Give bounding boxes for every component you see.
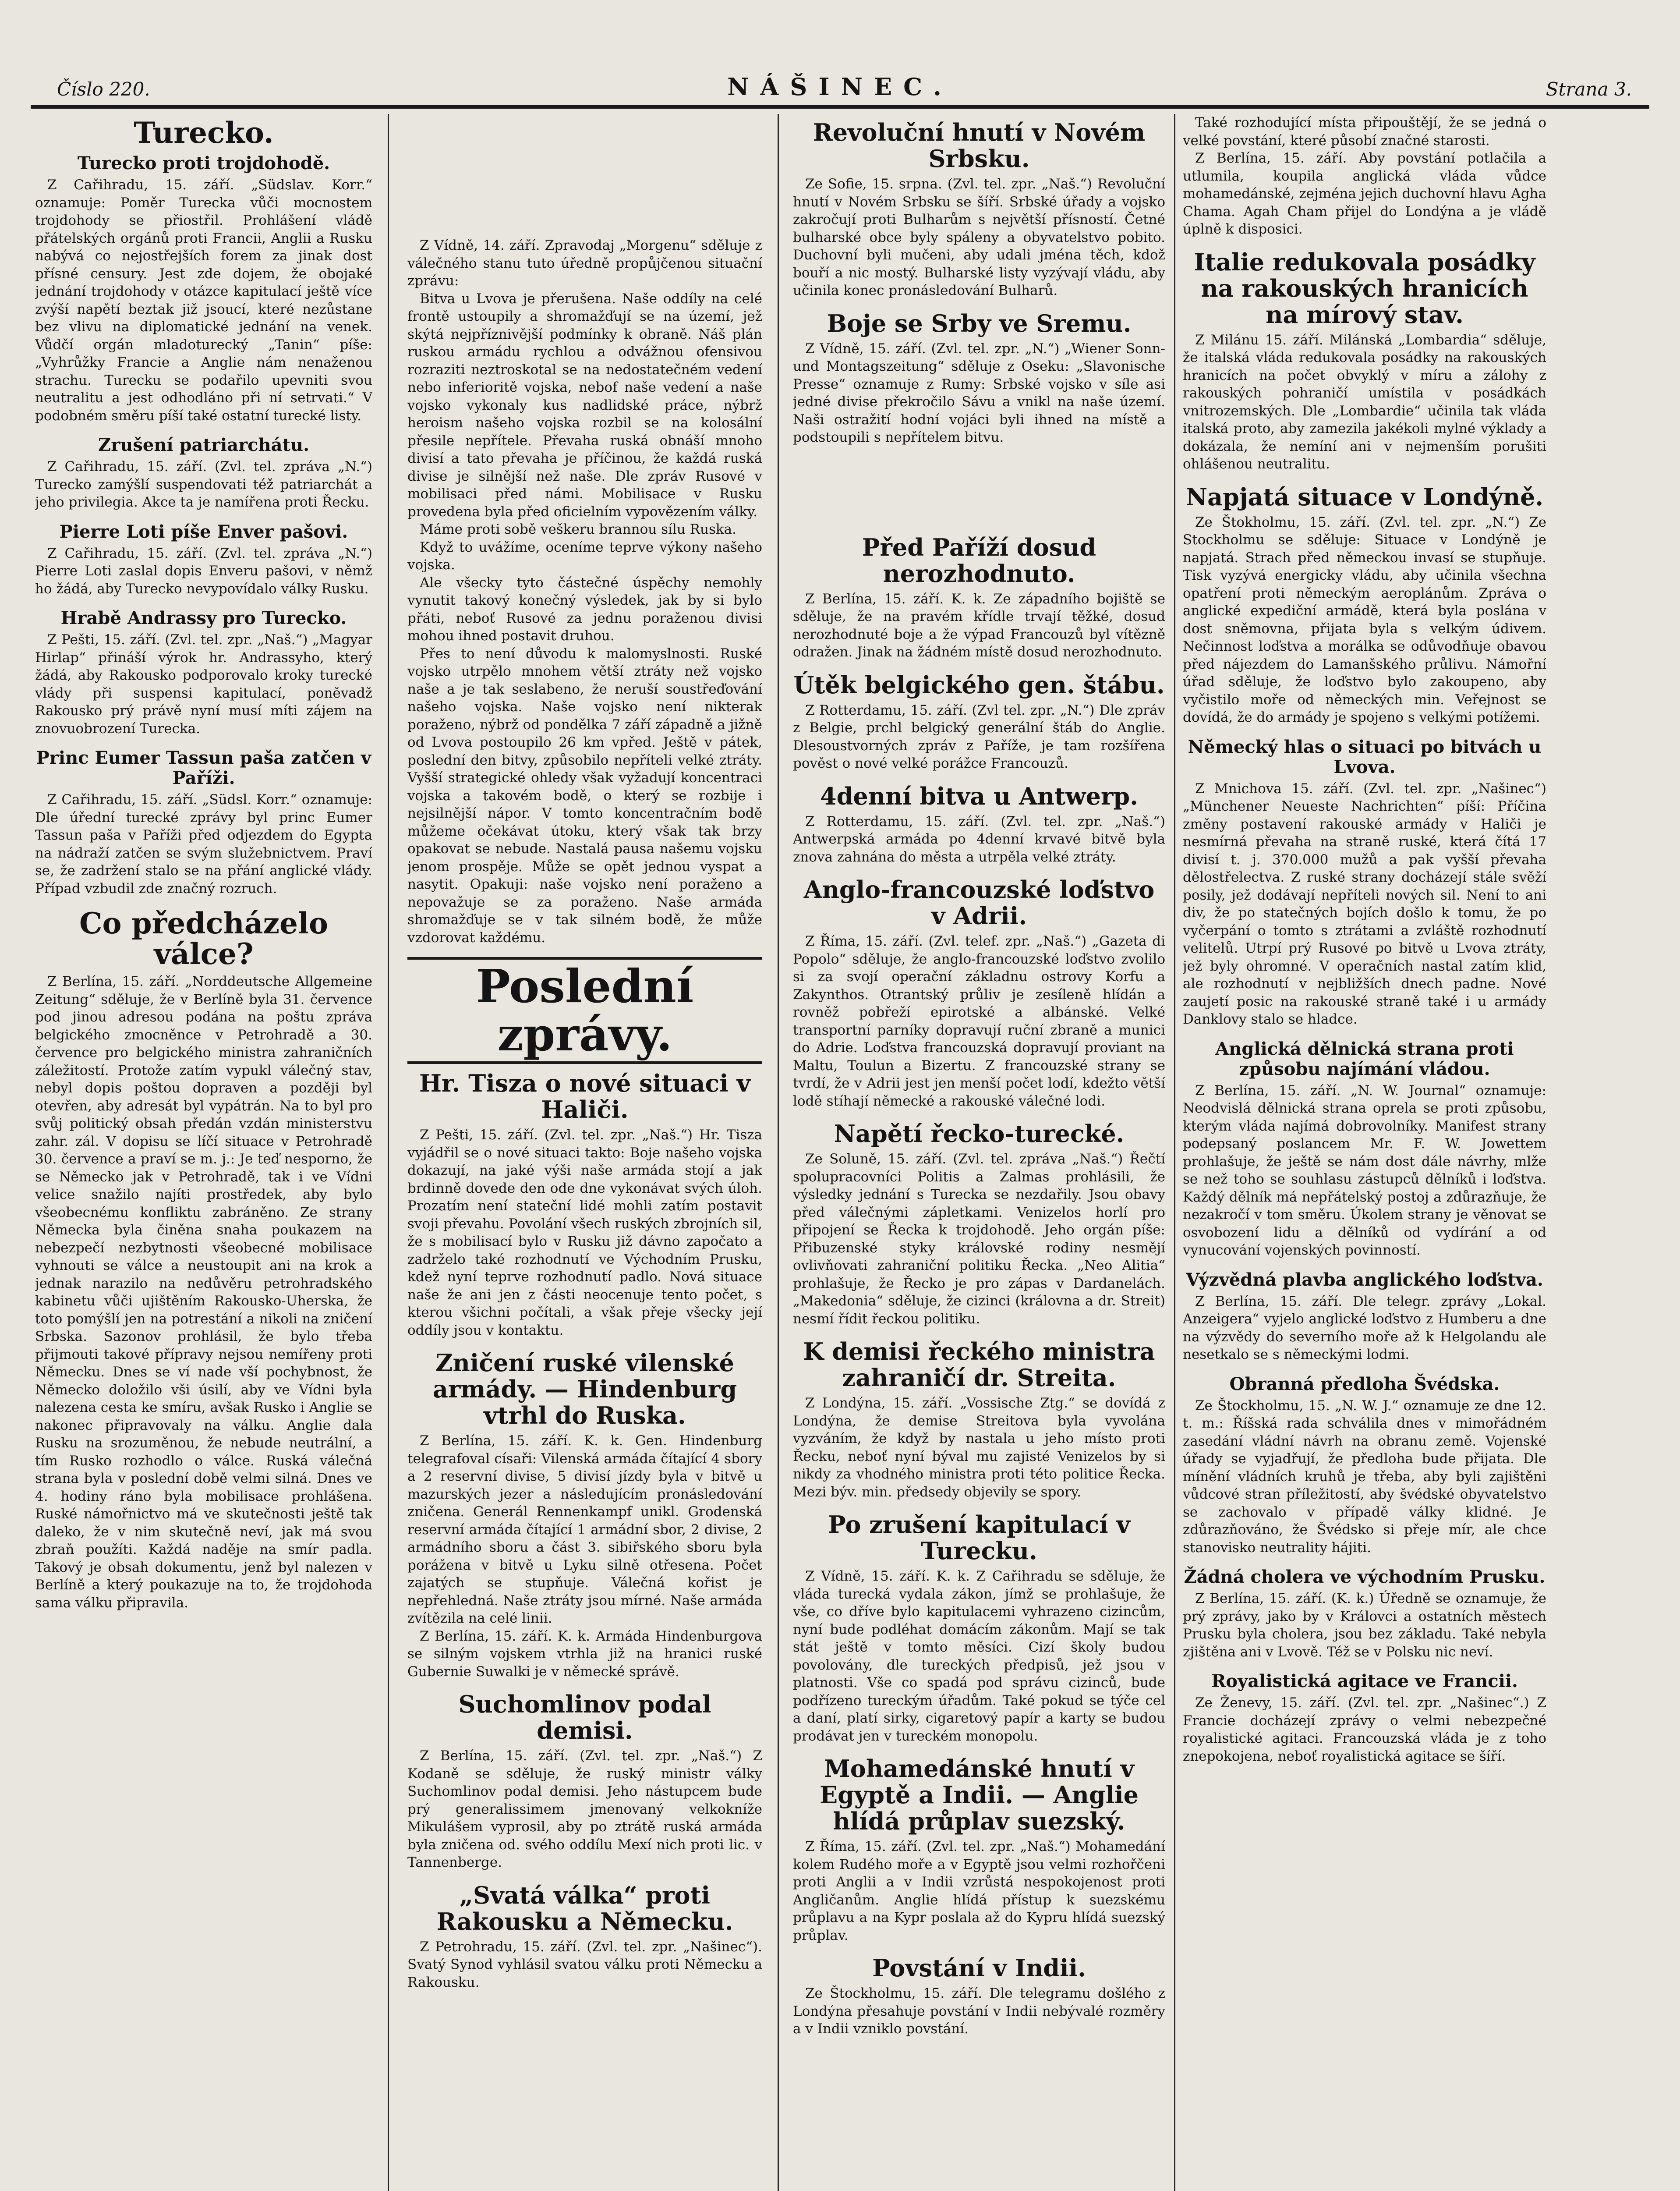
- article-text: Z Pešti, 15. září. (Zvl. tel. zpr. „Naš.“) „Magyar Hirlap“ přináší výrok hr. Andrassyho, který žádá, aby Rakousko podporovalo kroky turecké vlády při suspensi kapitulací, poněvadž Rakousko prý právě nyní musí míti zájem na znovuobrození Turecka.: [35, 632, 372, 737]
- article-text: Z Berlína, 15. září. „Norddeutsche Allgemeine Zeitung“ sděluje, že v Berlíně byla 31. července pod jinou adresou podána na poštu zpráva belgického zmocněnce v Petrohradě a 30. července pro belgického ministra zahraničních záležitostí. Protože zatím vypukl válečný stav, nebyl dopis poštou dopraven a později byl otevřen, aby adresát byl vypátrán. Na to byl pro svůj politický obsah předán vzdán ministerstvu zahr. zál. V dopisu se líčí situace v Petrohradě 30. července a praví se m. j.: Je teď nesporno, že se Německo jak v Petrohradě, tak i ve Vídni velice snažilo najíti prostředek, aby bylo všeobecnému konfliktu zabráněno. Ze strany Německa byla činěna snaha poukazem na nebezpečí nezbytnosti všeobecné mobilisace vyhnouti se válce a neustoupit ani na krok a jednak narazilo na nedůvěru petrohradského kabinetu vůči ujištěním Rakousko-Uherska, že toto pomýšlí jen na potrestání a nikoli na zničení Srbska. Sazonov prohlásil, že bylo třeba přijmouti takové přípravy nejsou nemířeny proti Německu. Dnes se ví nade vší pochybnost, že Německo doložilo vši úsilí, aby ve Vídni byla nalezena cesta ke smíru, avšak Rusko i Anglie se nakonec připravovaly na válku. Anglie dala Rusku na srozuměnou, že nebude neutrální, a tím Rusko rozhodlo o válce. Ruská válečná strana byla v poslední době velmi silná. Dnes ve 4. hodiny ráno byla mobilisace prohlášena. Ruské námořnictvo má ve skutečnosti ještě tak daleko, že v nim skutečně neví, jak má svou zbraň použíti. Každá naděje na smír padla. Takový je obsah dokumentu, jenž byl nalezen v Berlíně a který poukazuje na to, že trojdohoda sama válku připravila.: [35, 974, 372, 1611]
- article: [793, 1755, 1165, 1944]
- headline-posledni-zpravy: Poslední zprávy.: [407, 957, 762, 1064]
- article: [35, 153, 372, 425]
- page-number: Strana 3.: [1546, 78, 1632, 100]
- article: [793, 1511, 1165, 1745]
- article-text: Z Vídně, 14. září. Zpravodaj „Morgenu“ sděluje z válečného stanu tuto úředně propůjčenou situační zprávu:: [407, 238, 762, 289]
- article: [793, 119, 1165, 300]
- subheadline: Princ Eumer Tassun paša zatčen v Paříži.: [36, 748, 371, 788]
- article: [793, 310, 1165, 447]
- headline: Zničení ruské vilenské armády. — Hindenburg vtrhl do Ruska.: [432, 1349, 737, 1429]
- headline: Hr. Tisza o nové situaci v Haliči.: [419, 1069, 750, 1124]
- article-text: Také rozhodující místa připouštějí, že se jedná o velké povstání, které působí značné starosti.: [1183, 115, 1546, 149]
- subheadline: Royalistická agitace ve Francii.: [1211, 1671, 1518, 1691]
- article: [1183, 737, 1546, 1028]
- column-4: [1183, 114, 1546, 2191]
- subheadline: Pierre Loti píše Enver pašovi.: [59, 521, 348, 542]
- headline: Suchomlinov podal demisi.: [458, 1690, 711, 1744]
- article-text: Z Berlína, 15. září. „N. W. Journal“ oznamuje: Neodvislá dělnická strana oprela se proti způsobu, kterým vláda najímá dobrovolníky. Manifest strany podepsaný poslancem Mr. F. W. Jowettem prohlašuje, že ještě se nám dost dále návrhy, mlže se než toho se souhlasu zástupců dělníků i loďstva. Každý dělník má nepřátelský postoj a zdůrazňuje, že nezakročí v tom směru. Úkolem strany je věnovat se osvobození lidu a dělníků od vydírání a od vynucování vojenských povinností.: [1183, 1082, 1546, 1258]
- headline: Před Paříží dosud nerozhodnuto.: [862, 533, 1096, 588]
- article-text: Z Rotterdamu, 15. září. (Zvl. tel. zpr. „Naš.“) Antwerpská armáda po 4denní krvavé bitvě byla znova zahnána do města a utrpěla velké ztráty.: [793, 813, 1165, 865]
- article: [793, 672, 1165, 773]
- issue-number: Číslo 220.: [57, 78, 150, 100]
- headline: 4denní bitva u Antwerp.: [820, 782, 1138, 810]
- article-text: Z Berlína, 15. září. (Zvl. tel. zpr. „Naš.“) Z Kodaně se sděluje, že ruský ministr války Suchomlinov podal demisi. Jeho nástupcem bude prý generalissimem jmenovaný velkokníže Mikulášem vyprosil, aby po ztrátě ruská armáda byla zničena od. svého oddílu Mexí nich proti lic. v Tannenberge.: [407, 1748, 762, 1870]
- headline: „Svatá válka“ proti Rakousku a Německu.: [436, 1881, 733, 1936]
- article: [1183, 1039, 1546, 1259]
- article-text: Z Pešti, 15. září. (Zvl. tel. zpr. „Naš.“) Hr. Tisza vyjádřil se o nové situaci takto: Boje našeho vojska dokazují, na jaké výši naše armáda stojí a jak brdinně dovede den ode dne vykonávat svých úloh. Prozatím není stateční lidé mohli zatím postavit svoji převahu. Povolání všech ruských zbrojních sil, že s mobilisací bylo v Rusku již dávno započato a zadrželo také rozhodnutí ve Východním Prusku, kdež nyní teprve rozhodnutí padlo. Nová situace naše že ani jen z části neocenuje tento počet, s kterou všichni počítali, a však přeje všecky její oddíly jsou v kontaktu.: [407, 1127, 762, 1338]
- headline-turecko: Turecko.: [134, 116, 274, 150]
- article-text: Z Berlína, 15. září. K. k. Gen. Hindenburg telegrafoval císaři: Vilenská armáda čítající 4 sbory a 2 reservní divise, 5 divisí jízdy byla v bitvě u mazurských jezer a následujícím pronásledování zničena. Generál Rennenkampf unikl. Grodenská reservní armáda čítající 1 armádní sbor, 2 divise, 2 armádního sboru a část 3. sibiřského sboru byla porážena v bitvě u Lyku silně otřesena. Počet zajatých se stupňuje. Válečná kořist je nepřehledná. Naše ztráty jsou mírné. Naše armáda zvítězila na celé linii.: [407, 1433, 762, 1626]
- column-3: [793, 114, 1165, 2191]
- article: [793, 876, 1165, 1110]
- article: [407, 1691, 762, 1872]
- headline: Boje se Srby ve Sremu.: [827, 309, 1132, 337]
- article-text: Ze Soluně, 15. září. (Zvl. tel. zpráva „Naš.“) Řečtí spolupracovníci Politis a Zalmas prohlásili, že výsledky jednání s Turecka se nezdařily. Jsou obavy před válečnými zápletkami. Venizelos horlí pro připojení se Řecka k trojdohodě. Jeho orgán píše: Přibuzenské styky královské rodiny nesmějí ovlivňovati zahraniční politiku Řecka. „Neo Alitia“ prohlašuje, že Řecko je pro zápas v Dardanelách. „Makedonia“ sděluje, že cizinci (královna a dr. Streit) nesmí řídit řeckou politiku.: [793, 1151, 1165, 1327]
- article-text: Z Mnichova 15. září. (Zvl. tel. zpr. „Našinec“) „Münchener Neueste Nachrichten“ píší: Příčina změny postavení rakouské armády v Haliči je nesmírná převaha na straně ruské, která čítá 17 divisí t. j. 370.000 mužů a pak vyšší převaha dělostřelectva. Z ruské strany docházejí stále svěží posily, jež dodávají nepříteli nových sil. Není to ani div, že po statečných bojích došlo k tomu, že po vyčerpání o tomto s ztrátami a zvláště rozhodnutí velitelů. Utrpí prý Rusové po bitvě u Lvova ztráty, jež byly ohromné. V operačních nastal zatím klid, ale rozhodnutí v nejbližších dnech padne. Nové zaujetí posic na rakouské straně také i u armády Danklovy stalo se hladce.: [1183, 780, 1546, 1027]
- subheadline: Zrušení patriarchátu.: [98, 435, 309, 455]
- article: [1183, 114, 1546, 238]
- masthead: [31, 66, 1649, 109]
- article: [35, 908, 372, 1612]
- article: [793, 1120, 1165, 1328]
- article-text: Z Milánu 15. září. Milánská „Lombardia“ sděluje, že italská vláda redukovala posádky na rakouských hranicích na počet obvyklý v míru a zálohy z rakouských pohraničí umístila v posádkách vnitrozemských. Dle „Lombardie“ učinila tak vláda italská proto, aby zamezila jakékoli mylné výklady a dokázala, že nemíní ani v nejmenším porušiti ohlášenou neutralitu.: [1183, 332, 1546, 472]
- article-text: Ze Štockholmu, 15. „N. W. J.“ oznamuje ze dne 12. t. m.: Říšská rada schválila dnes v mimořádném zasedání vládní návrh na obranu země. Vojenské úřady se vyjadřují, že předloha bude přijata. Dle mínění vládních kruhů je třeba, aby byli zajištěni vůdcové stran příležitostí, aby švédské obyvatelstvo se zachovalo v případě války klidné. Je zdůrazňováno, že Švédsko si přeje mír, ale chce stanovisko neutrality hájiti.: [1183, 1397, 1546, 1556]
- article: [35, 748, 372, 897]
- column-2: [407, 114, 762, 2191]
- headline: Revoluční hnutí v Novém Srbsku.: [813, 118, 1146, 173]
- article-text: Přes to není důvodu k malomyslnosti. Ruské vojsko utrpělo mnohem větší ztráty než vojsko naše a je tak seslabeno, že neruší soustřeďování našeho vojska. Naše vojsko není nikterak poraženo, nýbrž od pondělka 7 září západně a jižně od Lvova postoupilo 26 km vpřed. Ještě v pátek, poslední den bitvy, způsobilo nepříteli velké ztráty. Vyšší strategické ohledy však vyžadují koncentraci vojska a takovém bodě, o který se rozbije i nejsilnější nápor. V tomto koncentračním bodě můžeme očekávat útoku, který však tak brzy opakovat se nebude. Nastalá pausa našemu vojsku jenom prospěje. Může se opět jednou vyspat a nasytit. Opakuji: naše vojsko není poraženo a nepovažuje se za poraženo. Naše armáda shromažďuje se v tak silném bodě, že může vzdorovat každému.: [407, 645, 762, 946]
- article: [407, 1070, 762, 1339]
- article: [35, 435, 372, 511]
- article: [793, 783, 1165, 866]
- subheadline: Německý hlas o situaci po bitvách u Lvova.: [1188, 736, 1542, 777]
- column-divider: [1174, 114, 1175, 2191]
- headline: Co předcházelo válce?: [79, 906, 329, 971]
- article-text: Z Londýna, 15. září. „Vossische Ztg.“ se dovídá z Londýna, že demise Streitova byla vyvolána vyzváním, že když by nastala u jeho místo proti Řecku, neboť nyní býval mu zajisté Venizelos by si nikdy za vhodného ministra proti této politice Řecka. Mezi býv. min. předsedy objevily se spory.: [793, 1395, 1165, 1500]
- article-text: Z Berlína, 15. září. Dle telegr. zprávy „Lokal. Anzeigera“ vyjelo anglické loďstvo z Humberu a dne na výzvědy do severního moře až k Helgolandu ale nesetkalo se s německými lodmi.: [1183, 1293, 1546, 1362]
- column-1: [35, 114, 372, 2191]
- article-text: Z Cařihradu, 15. září. „Südslav. Korr.“ oznamuje: Poměr Turecka vůči mocnostem trojdohody se přiostřil. Prohlášení vládě přátelských orgánů proti Francii, Anglii a Rusku nabývá co nejostřejších forem za jinak dost přísné censury. Jest zde dojem, že obojaké jednání trojdohody v otázce kapitulací ještě více zvýší napětí beztak již jsoucí, které nezůstane bez vlivu na diplomatické jednání na venek. Vůdčí orgán mladoturecký „Tanin“ píše: „Vyhrůžky Francie a Anglie nám nenaženou strachu. Turecku se podařilo upevniti svou neutralitu a jest odhodláno při ní setrvati.“ V podobném směru píší také ostatní turecké listy.: [35, 177, 372, 424]
- subheadline: Turecko proti trojdohodě.: [77, 153, 330, 174]
- article: [1183, 1567, 1546, 1661]
- article-text: Z Berlína, 15. září. K. k. Ze západního bojiště se sděluje, že na pravém křídle trvají těžké, dosud nerozhodnuté boje a že výpad Francouzů byl vítězně odražen. Jinak na žádném místě dosud nerozhodnuto.: [793, 591, 1165, 660]
- subheadline: Anglická dělnická strana proti způsobu najímání vládou.: [1215, 1038, 1514, 1079]
- article: [793, 1338, 1165, 1501]
- headline: K demisi řeckého ministra zahraničí dr. Streita.: [803, 1337, 1155, 1392]
- column-divider: [778, 114, 779, 2191]
- article-text: Z Cařihradu, 15. září. (Zvl. tel. zpráva „N.“) Pierre Loti zaslal dopis Enveru pašovi, v němž ho žádá, aby Turecko nevypovídalo války Rusku.: [35, 545, 372, 597]
- article-text: Z Cařihradu, 15. září. (Zvl. tel. zpráva „N.“) Turecko zamýšlí suspendovati též patriarchát a jeho privilegia. Akce ta je namířena proti Řecku.: [35, 459, 372, 510]
- headline: Napětí řecko-turecké.: [834, 1120, 1125, 1148]
- article: [35, 608, 372, 737]
- article-text: Ze Štokholmu, 15. září. (Zvl. tel. zpr. „N.“) Ze Stockholmu se sděluje: Situace v Londýně je napjatá. Strach před německou invasí se stupňuje. Tisk vyzývá energicky vládu, aby učinila všechna opatření proti německým aeroplánům. Zpráva o anglické expediční armádě, která byla poslána v dost sněmovna, přijata byla s velkým údivem. Nečinnost loďstva a morálka se odůvodňuje obavou před nájezdem do Lamanšského průlivu. Námořní úřad sděluje, že loďstvo bylo zakoupeno, aby vyčistilo moře od německých min. Veřejnost se dovídá, že do armády je spojeno s velkými potížemi.: [1183, 514, 1546, 725]
- article-text: Z Berlína, 15. září. Aby povstání potlačila a utlumila, koupila anglická vláda vůdce mohamedánské, zejména jejich duchovní hlavu Agha Chama. Agah Cham přijel do Londýna a je vládě úplně k disposici.: [1183, 150, 1546, 237]
- subheadline: Hrabě Andrassy pro Turecko.: [60, 608, 347, 628]
- article-text: Ale všecky tyto částečné úspěchy nemohly vynutit takový konečný výsledek, jak by si bylo přáti, neboť Rusové za jednu poraženou divisi mohou ihned postavit druhou.: [407, 574, 762, 644]
- headline: Italie redukovala posádky na rakouských hranicích na mírový stav.: [1194, 248, 1535, 329]
- article: [1183, 249, 1546, 473]
- headline: Mohamedánské hnutí v Egyptě a Indii. — Anglie hlídá průplav suezský.: [820, 1755, 1139, 1835]
- article-text: Z Berlína, 15. září. K. k. Armáda Hindenburgova se silným vojskem vtrhla již na hranici ruské Gubernie Suwalki je v německé správě.: [407, 1628, 762, 1680]
- subheadline: Výzvědná plavba anglického loďstva.: [1186, 1269, 1543, 1290]
- article-text: Z Petrohradu, 15. září. (Zvl. tel. zpr. „Našinec“). Svatý Synod vyhlásil svatou válku proti Německu a Rakousku.: [407, 1939, 762, 1990]
- column-divider: [388, 114, 389, 2191]
- article-text: Ze Sofie, 15. srpna. (Zvl. tel. zpr. „Naš.“) Revoluční hnutí v Novém Srbsku se šíří. Srbské úřady a vojsko zakročují proti Bulharům s největší přísností. Četné bulharské obce byly spáleny a obyvatelstvo pobito. Duchovní byli mučeni, aby udali jména těch, kdož bouří a nic mostý. Bulharské listy vyzývají vládu, aby učinila konec pronásledování Bulharů.: [793, 176, 1165, 298]
- article-text: Z Vídně, 15. září. (Zvl. tel. zpr. „N.“) „Wiener Sonn- und Montagszeitung“ sděluje z Oseku: „Slavonische Presse“ oznamuje z Rumy: Srbské vojsko v síle asi jedné divise překročilo Sávu a vnikl na naše území. Naši ostražití hodní vojáci byli ihned na místě a podstoupili s nepřítelem bitvu.: [793, 340, 1165, 445]
- subheadline: Žádná cholera ve východním Prusku.: [1184, 1567, 1546, 1587]
- newspaper-title: NÁŠINEC.: [727, 73, 953, 101]
- article-text: Z Berlína, 15. září. (K. k.) Úředně se oznamuje, že prý zprávy, jako by v Královci a ostatních městech Prusku byla cholera, jsou bez základu. Také nebyla zjištěna ani v Lvově. Též se v Polsku nic neví.: [1183, 1591, 1546, 1660]
- article: [793, 1955, 1165, 2038]
- article-text: Z Říma, 15. září. (Zvl. tel. zpr. „Naš.“) Mohamedání kolem Rudého moře a v Egyptě jsou velmi rozhořčeni proti Anglii a v Indii vzrůstá nespokojenost proti Angličanům. Anglie hlídá přístup k suezskému průplavu a na Kypr poslala až do Kypru hlídá suezský průplav.: [793, 1839, 1165, 1943]
- headline: Povstání v Indii.: [872, 1954, 1086, 1982]
- subheadline: Obranná předloha Švédska.: [1229, 1373, 1500, 1394]
- article-text: Bitva u Lvova je přerušena. Naše oddíly na celé frontě ustoupily a shromažďují se na území, jež skýtá nejpříznivější podmínky k obraně. Náš plán ruskou armádu rychlou a odvážnou ofensivou rozraziti neztroskotal se na nedostatečném vedení nebo inferioritě vojska, nebof naše vedení a naše vojsko vykonaly kus nadlidské práce, nýbrž heroism našeho vojska rozbil se na kolosální přesile nepřítele. Převaha ruská obnáší mnoho divisí a tato převaha je příčinou, že každá ruská divise je silnější než naše. Dle zpráv Rusové v mobilisaci před námi. Mobilisace v Rusku provedena byla před oficielním vypovězením války.: [407, 291, 762, 520]
- article: [407, 1882, 762, 1992]
- article: [407, 1350, 762, 1680]
- article-text: Ze Štockholmu, 15. září. Dle telegramu došlého z Londýna přesahuje povstání v Indii nebývalé rozměry a v Indii vzniklo povstání.: [793, 1985, 1165, 2037]
- headline: Anglo-francouzské loďstvo v Adrii.: [803, 876, 1155, 930]
- article-text: Ze Ženevy, 15. září. (Zvl. tel. zpr. „Našinec“.) Z Francie docházejí zprávy o velmi nebezpečné royalistické agitaci. Francouzská vláda je z toho znepokojena, neboť royalistická agitace se šíří.: [1183, 1695, 1546, 1764]
- headline: Útěk belgického gen. štábu.: [793, 670, 1165, 699]
- article-text: Máme proti sobě veškeru brannou sílu Ruska.: [420, 521, 736, 537]
- article: [1183, 1374, 1546, 1557]
- headline: Po zrušení kapitulací v Turecku.: [828, 1510, 1130, 1565]
- article-text: Když to uvážíme, oceníme teprve výkony našeho vojska.: [407, 539, 762, 573]
- article: [35, 522, 372, 598]
- article-text: Z Cařihradu, 15. září. „Südsl. Korr.“ oznamuje: Dle úřední turecké zprávy byl princ Eumer Tassun paša v Paříži před odjezdem do Egypta na nádraží zatčen se svým služebnictvem. Praví se, že zadržení stalo se na přání anglické vlády. Případ vzbudil zde značný rozruch.: [35, 792, 372, 897]
- article-text: Z Říma, 15. září. (Zvl. telef. zpr. „Naš.“) „Gazeta di Popolo“ sděluje, že anglo-francouzské loďstvo zvolilo si za svojí operační základnu ostrovy Korfu a Zakynthos. Otrantský průliv je zesíleně hlídán a rovněž pobřeží epirotské a albánské. Velké transportní parníky dopravují ruční zbraně a munici do Adrie. Loďstva francouzská dopravují proviant na Maltu, Toulun a Bizertu. Z francouzské strany se tvrdí, že v Adrii jest jen menší počet lodí, kdežto větší lodě stíhají německé a rakouské válečné lodi.: [793, 933, 1165, 1109]
- article: [1183, 1270, 1546, 1364]
- article: [1183, 1671, 1546, 1765]
- article-text: Z Rotterdamu, 15. září. (Zvl tel. zpr. „N.“) Dle zpráv z Belgie, prchl belgický generální štáb do Anglie. Dlesoustvorných zpráv z Paříže, je tam rozšířena pověst o nové velké porážce Francouzů.: [793, 702, 1165, 771]
- article-text: Z Vídně, 15. září. K. k. Z Cařihradu se sděluje, že vláda turecká vydala zákon, jímž se prohlašuje, že vše, co dříve bylo kapitulacemi vyhrazeno cizincům, nyní bude podléhat domácím zákonům. Mají se tak stát ještě v tomto měsíci. Cizí školy budou povolovány, dle tureckých předpisů, jež jsou v platnosti. Vše co spadá pod správu cizinců, bude podřízeno tureckým úřadům. Také pokud se týče cel a daní, platí sirky, cigaretový papír a karty se budou prodávat jen v tureckém monopolu.: [793, 1568, 1165, 1744]
- article: [407, 237, 762, 947]
- headline: Napjatá situace v Londýně.: [1185, 482, 1544, 511]
- article: [1183, 484, 1546, 727]
- article: [793, 534, 1165, 661]
